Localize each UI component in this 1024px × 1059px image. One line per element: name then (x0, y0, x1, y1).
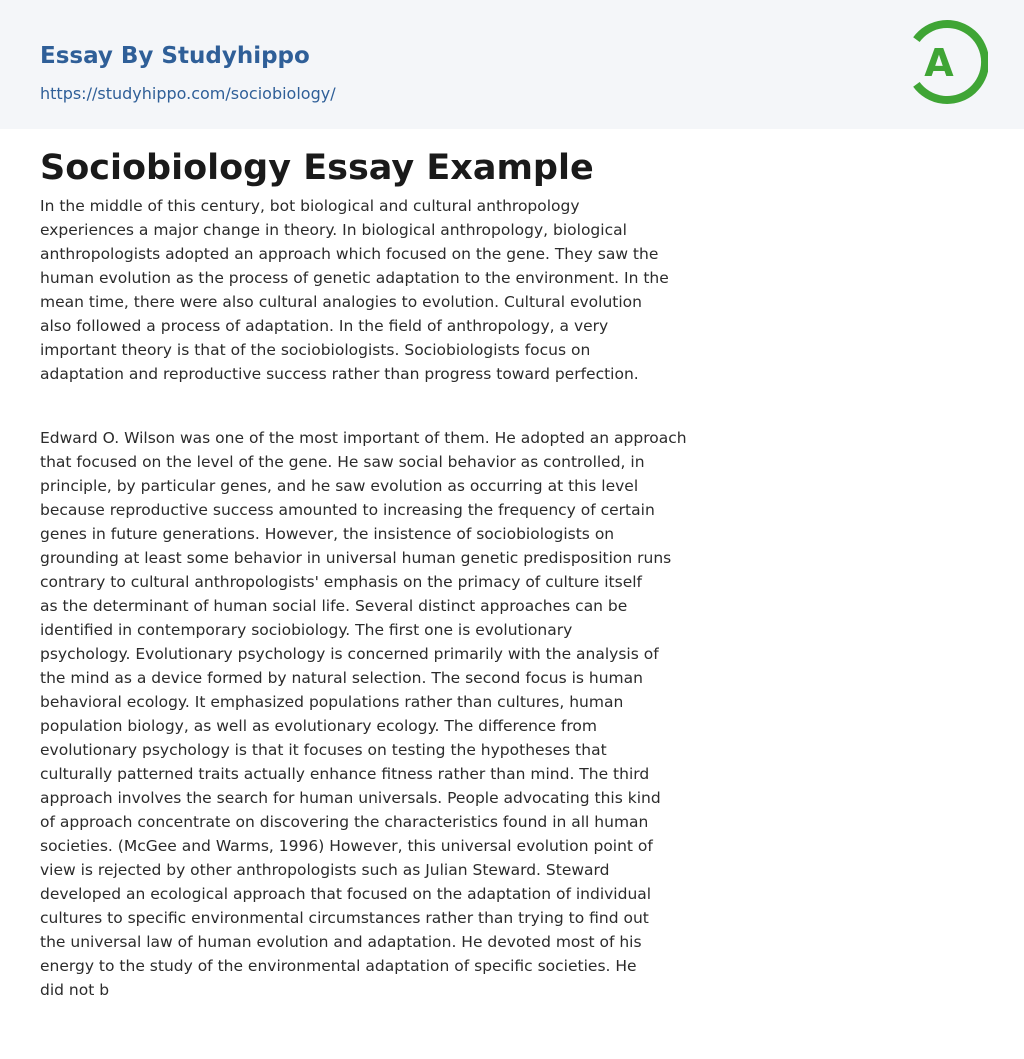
site-brand: Essay By Studyhippo (40, 43, 310, 69)
logo-letter: A (924, 41, 954, 85)
essay-paragraph-2: Edward O. Wilson was one of the most important of them. He adopted an approach that focused on the level of the gene. He saw social behavior as controlled, in principle, by particular genes, and he saw evolution as occurring at this level because reproductive success amounted to increasing the frequency of certain genes in future generations. However, the insistence of sociobiologists on grounding at least some behavior in universal human genetic predisposition runs contrary to cultural anthropologists' emphasis on the primacy of culture itself as the determinant of human social life. Several distinct approaches can be identified in contemporary sociobiology. The first one is evolutionary psychology. Evolutionary psychology is concerned primarily with the analysis of the mind as a device formed by natural selection. The second focus is human behavioral ecology. It emphasized populations rather than cultures, human population biology, as well as evolutionary ecology. The difference from evolutionary psychology is that it focuses on testing the hypotheses that culturally patterned traits actually enhance fitness rather than mind. The third approach involves the search for human universals. People advocating this kind of approach concentrate on discovering the characteristics found in all human societies. (McGee and Warms, 1996) However, this universal evolution point of view is rejected by other anthropologists such as Julian Steward. Steward developed an ecological approach that focused on the adaptation of individual cultures to specific environmental circumstances rather than trying to find out the universal law of human evolution and adaptation. He devoted most of his energy to the study of the environmental adaptation of specific societies. He did not b (40, 429, 687, 999)
essay-paragraph-1: In the middle of this century, bot biological and cultural anthropology experiences a major change in theory. In biological anthropology, biological anthropologists adopted an approach which focused on the gene. They saw the human evolution as the process of genetic adaptation to the environment. In the mean time, there were also cultural analogies to evolution. Cultural evolution also followed a process of adaptation. In the field of anthropology, a very important theory is that of the sociobiologists. Sociobiologists focus on adaptation and reproductive success rather than progress toward perfection. (40, 197, 669, 383)
studyhippo-logo[interactable] (908, 18, 988, 106)
page-title: Sociobiology Essay Example (40, 148, 594, 188)
site-header (0, 0, 1024, 129)
logo-ring-icon (908, 18, 988, 106)
source-url-link[interactable]: https://studyhippo.com/sociobiology/ (40, 84, 336, 103)
